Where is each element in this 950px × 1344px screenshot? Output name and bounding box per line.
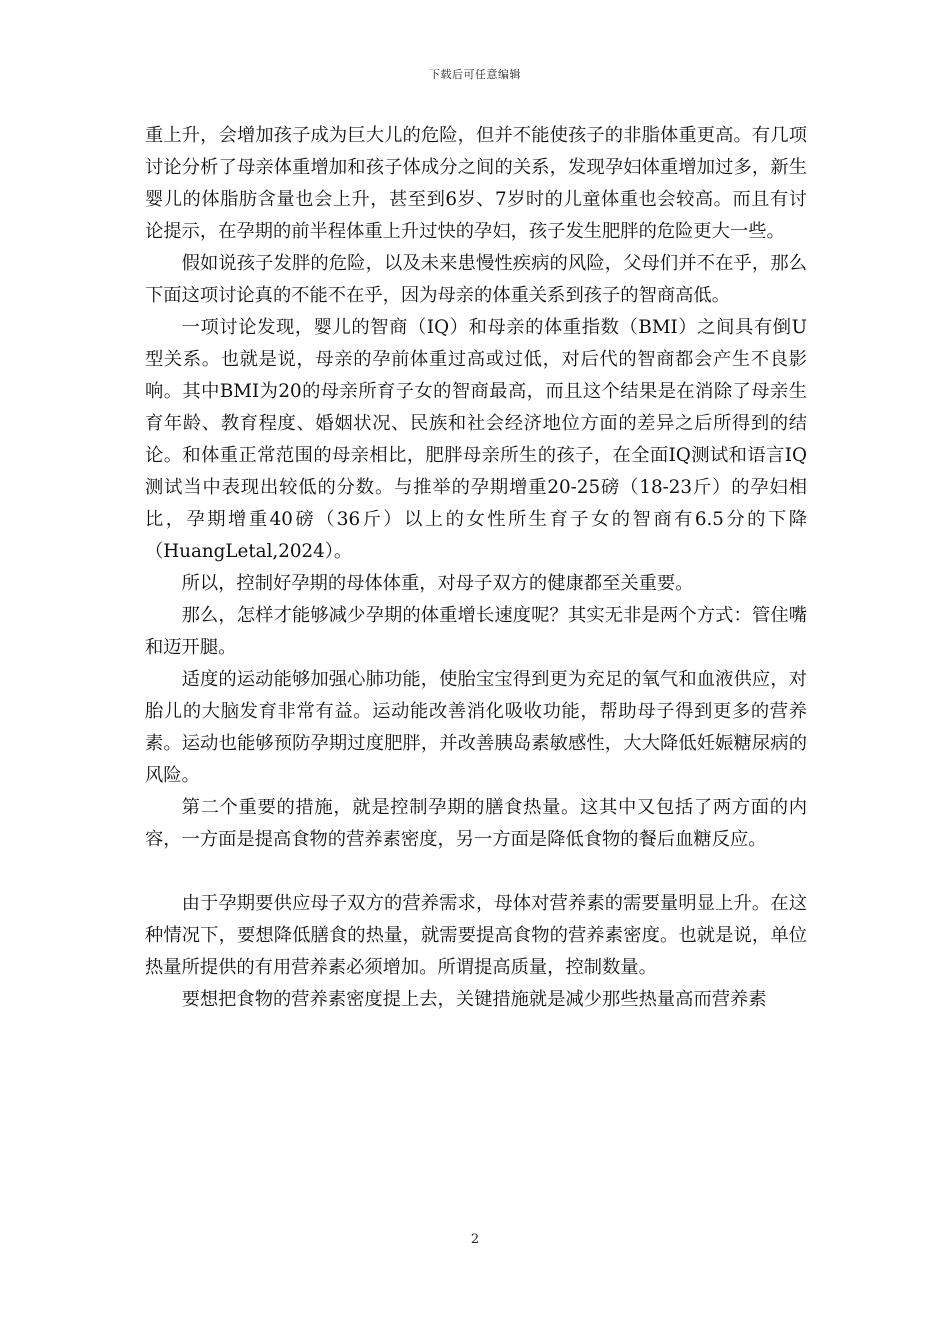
page-header: 下载后可任意编辑	[429, 68, 521, 81]
paragraph: 假如说孩子发胖的危险，以及未来患慢性疾病的风险，父母们并不在乎，那么下面这项讨论真的不能不在乎，因为母亲的体重关系到孩子的智商高低。	[145, 253, 807, 306]
paragraph: 一项讨论发现，婴儿的智商（IQ）和母亲的体重指数（BMI）之间具有倒U型关系。也就是说，母亲的孕前体重过高或过低，对后代的智商都会产生不良影响。其中BMI为20的母亲所育子女的智商最高，而且这个结果是在消除了母亲生育年龄、教育程度、婚姻状况、民族和社会经济地位方面的差异之后所得到的结论。和体重正常范围的母亲相比，肥胖母亲所生的孩子，在全面IQ测试和语言IQ测试当中表现出较低的分数。与推举的孕期增重20-25磅（18-23斤）的孕妇相比，孕期增重40磅（36斤）以上的女性所生育子女的智商有6.5分的下降（HuangLetal,2024）。	[145, 317, 807, 562]
paragraph: 所以，控制好孕期的母体体重，对母子双方的健康都至关重要。	[181, 573, 694, 594]
paragraph: 要想把食物的营养素密度提上去，关键措施就是减少那些热量高而营养素	[181, 989, 767, 1010]
paragraph: 第二个重要的措施，就是控制孕期的膳食热量。这其中又包括了两方面的内容，一方面是提高食物的营养素密度，另一方面是降低食物的餐后血糖反应。	[145, 797, 807, 850]
paragraph: 适度的运动能够加强心肺功能，使胎宝宝得到更为充足的氧气和血液供应，对胎儿的大脑发育非常有益。运动能改善消化吸收功能，帮助母子得到更多的营养素。运动也能够预防孕期过度肥胖，并改善胰岛素敏感性，大大降低妊娠糖尿病的风险。	[145, 669, 807, 786]
document-body	[145, 120, 807, 1016]
paragraph: 由于孕期要供应母子双方的营养需求，母体对营养素的需要量明显上升。在这种情况下，要想降低膳食的热量，就需要提高食物的营养素密度。也就是说，单位热量所提供的有用营养素必须增加。所谓提高质量，控制数量。	[145, 893, 807, 978]
paragraph: 那么，怎样才能够减少孕期的体重增长速度呢？其实无非是两个方式：管住嘴和迈开腿。	[145, 605, 807, 658]
paragraph-continued: 重上升，会增加孩子成为巨大儿的危险，但并不能使孩子的非脂体重更高。有几项讨论分析了母亲体重增加和孩子体成分之间的关系，发现孕妇体重增加过多，新生婴儿的体脂肪含量也会上升，甚至到6岁、7岁时的儿童体重也会较高。而且有讨论提示，在孕期的前半程体重上升过快的孕妇，孩子发生肥胖的危险更大一些。	[145, 125, 807, 242]
page-number: 2	[470, 1232, 480, 1247]
